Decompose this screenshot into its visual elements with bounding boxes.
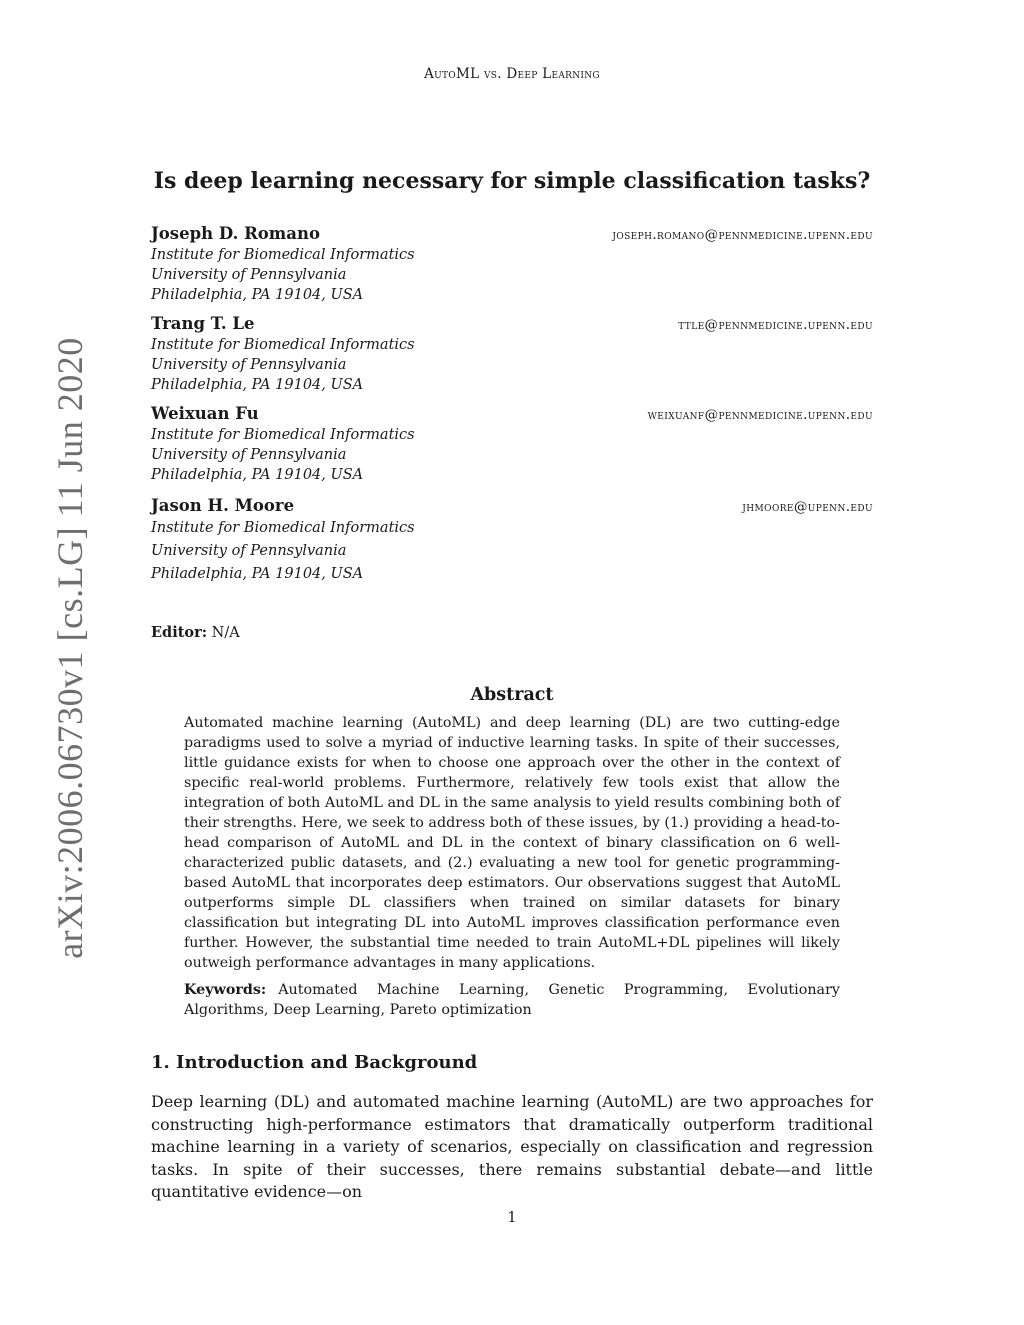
- author-university: University of Pennsylvania: [151, 267, 347, 283]
- author-email: jhmoore@upenn.edu: [742, 499, 873, 515]
- author-email: ttle@pennmedicine.upenn.edu: [678, 317, 873, 333]
- author-address: Philadelphia, PA 19104, USA: [151, 467, 364, 483]
- author-email: joseph.romano@pennmedicine.upenn.edu: [612, 227, 873, 243]
- keywords-text: Automated Machine Learning, Genetic Programming, Evolutionary Algorithms, Deep Learning, Pareto optimization: [184, 982, 840, 1018]
- author-name: Weixuan Fu: [151, 404, 259, 423]
- running-head: AutoML vs. Deep Learning: [424, 66, 600, 82]
- author-address: Philadelphia, PA 19104, USA: [151, 377, 364, 393]
- paper-title: Is deep learning necessary for simple classification tasks?: [153, 168, 871, 194]
- author-address: Philadelphia, PA 19104, USA: [151, 566, 364, 582]
- editor-line: [151, 624, 240, 641]
- author-university: University of Pennsylvania: [151, 447, 347, 463]
- author-institute: Institute for Biomedical Informatics: [151, 337, 415, 353]
- abstract-text: Automated machine learning (AutoML) and deep learning (DL) are two cutting-edge paradigms used to solve a myriad of inductive learning tasks. In spite of their successes, little guidance exists for when to choose one approach over the other in the context of specific real-world problems. Furthermore, relatively few tools exist that allow the integration of both AutoML and DL in the same analysis to yield results combining both of their strengths. Here, we seek to address both of these issues, by (1.) providing a head-to-head comparison of AutoML and DL in the context of binary classification on 6 well-characterized public datasets, and (2.) evaluating a new tool for genetic programming-based AutoML that incorporates deep estimators. Our observations suggest that AutoML outperforms simple DL classifiers when trained on similar datasets for binary classification but integrating DL into AutoML improves classification performance even further. However, the substantial time needed to train AutoML+DL pipelines will likely outweigh performance advantages in many applications.: [184, 715, 840, 971]
- section-heading: 1. Introduction and Background: [151, 1052, 478, 1073]
- author-name: Joseph D. Romano: [151, 224, 320, 243]
- author-block: [151, 496, 873, 586]
- author-block: [151, 224, 873, 305]
- arxiv-identifier: arXiv:2006.06730v1 [cs.LG] 11 Jun 2020: [50, 337, 90, 959]
- author-email: weixuanf@pennmedicine.upenn.edu: [647, 407, 873, 423]
- editor-label: Editor:: [151, 624, 208, 641]
- keywords: [184, 980, 840, 1020]
- author-institute: Institute for Biomedical Informatics: [151, 247, 415, 263]
- author-block: [151, 404, 873, 485]
- abstract-heading: Abstract: [470, 685, 554, 705]
- section-paragraph: Deep learning (DL) and automated machine learning (AutoML) are two approaches for constructing high-performance estimators that dramatically outperform traditional machine learning in a variety of scenarios, especially on classification and regression tasks. In spite of their successes, there remains substantial debate—and little quantitative evidence—on: [151, 1092, 873, 1201]
- author-institute: Institute for Biomedical Informatics: [151, 520, 415, 536]
- author-block: [151, 314, 873, 395]
- author-university: University of Pennsylvania: [151, 357, 347, 373]
- author-institute: Institute for Biomedical Informatics: [151, 427, 415, 443]
- keywords-label: Keywords:: [184, 982, 267, 998]
- author-address: Philadelphia, PA 19104, USA: [151, 287, 364, 303]
- author-university: University of Pennsylvania: [151, 543, 347, 559]
- author-name: Trang T. Le: [151, 314, 255, 333]
- page-number: 1: [507, 1210, 517, 1226]
- editor-value: N/A: [211, 625, 240, 641]
- author-name: Jason H. Moore: [151, 496, 295, 515]
